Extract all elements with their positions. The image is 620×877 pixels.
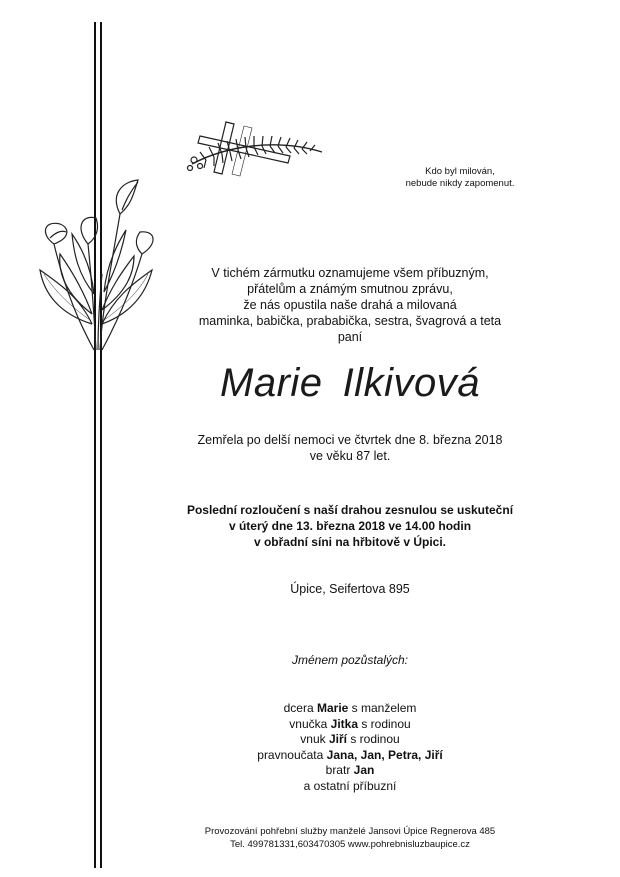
family-member: dcera Marie s manželem (283, 701, 417, 715)
cross-with-palm-icon (186, 116, 328, 178)
death-notice (150, 432, 550, 464)
family-list (150, 701, 550, 794)
family-address: Úpice, Seifertova 895 (290, 582, 410, 596)
deceased-last-name: Ilkivová (342, 361, 480, 405)
intro-line-2: přátelům a známým smutnou zprávu, (247, 282, 453, 296)
intro-line-1: V tichém zármutku oznamujeme všem příbuzným, (211, 266, 489, 280)
funeral-info (150, 502, 550, 550)
family-member-name: Jana, Jan, Petra, Jiří (326, 747, 443, 762)
motto-line-2: nebude nikdy zapomenut. (405, 178, 515, 189)
funeral-service-footer (150, 826, 550, 851)
family-member: vnuk Jiří s rodinou (300, 732, 400, 746)
family-member-name: Jan (353, 763, 375, 777)
family-member-name: Jiří (328, 732, 347, 746)
vertical-rule-left (94, 22, 96, 868)
intro-line-4: maminka, babička, prababička, sestra, švagrová a teta (198, 314, 502, 328)
family-member: a ostatní příbuzní (303, 778, 397, 793)
motto (380, 166, 540, 190)
footer-line-1: Provozování pohřební služby manželé Jansovi Úpice Regnerova 485 (204, 826, 496, 837)
death-line-2: ve věku 87 let. (309, 449, 391, 463)
death-line-1: Zemřela po delší nemoci ve čtvrtek dne 8. března 2018 (197, 433, 503, 447)
deceased-name (150, 360, 550, 406)
vertical-rule-right (100, 22, 102, 868)
intro-line-3: že nás opustila naše drahá a milovaná (243, 298, 457, 312)
intro-line-5: paní (337, 330, 363, 344)
footer-line-2: Tel. 499781331,603470305 www.pohrebnisluzbaupice.cz (230, 838, 470, 850)
family-member: bratr Jan (325, 763, 375, 777)
funeral-line-3: v obřadní síni na hřbitově v Úpici. (253, 535, 447, 549)
funeral-line-2: v úterý dne 13. března 2018 ve 14.00 hodin (228, 519, 472, 533)
family-member-name: Marie (316, 701, 349, 715)
family-member: pravnoučata Jana, Jan, Petra, Jiří (257, 747, 443, 762)
calla-lily-icon (30, 174, 162, 352)
family-member-name: Jitka (330, 716, 358, 731)
motto-line-1: Kdo byl milován, (425, 166, 495, 177)
family-member: vnučka Jitka s rodinou (289, 716, 411, 731)
family-heading: Jménem pozůstalých: (291, 653, 409, 667)
funeral-line-1: Poslední rozloučení s naší drahou zesnulou se uskuteční (186, 503, 514, 517)
announcement-intro (150, 265, 550, 345)
deceased-first-name: Marie (220, 361, 323, 405)
